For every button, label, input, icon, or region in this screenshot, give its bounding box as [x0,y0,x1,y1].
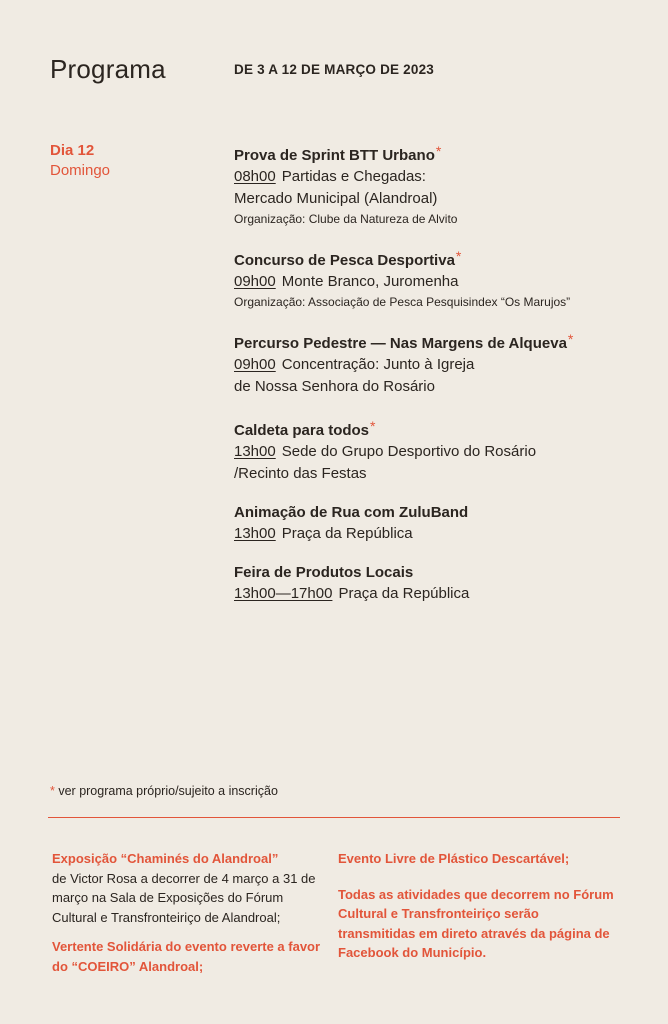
event-title [234,329,634,354]
event-time-line [234,166,634,188]
event-title-text: Percurso Pedestre — Nas Margens de Alqueva [234,335,567,352]
event-time-line [234,271,634,293]
day-weekday: Domingo [50,162,111,179]
divider [48,817,620,818]
event-time-line [234,441,634,463]
event-place-cont: de Nossa Senhora do Rosário [234,378,435,395]
footnote [50,784,278,798]
event-title [234,141,634,166]
page-title: Programa [50,54,166,84]
live-stream-note: Todas as atividades que decorrem no Fórum Cultural e Transfronteiriço serão transmitidas em direto através da página de Facebook do Município. [338,886,614,960]
exhibition-title: Exposição “Chaminés do Alandroal” [52,851,279,866]
event-item [234,563,634,605]
events-list [234,141,634,623]
asterisk-marker: * [455,248,462,264]
event-organizer: Organização: Clube da Natureza de Alvito [234,212,458,226]
event-time: 08h00 [234,168,276,185]
day-label [50,141,110,181]
event-title: Animação de Rua com ZuluBand [234,504,469,521]
event-title: Feira de Produtos Locais [234,564,414,581]
event-time-line [234,354,634,376]
event-place-cont: Mercado Municipal (Alandroal) [234,190,438,207]
event-place: Praça da República [338,585,470,602]
event-time: 13h00 [234,443,276,460]
event-time: 09h00 [234,273,276,290]
asterisk-marker: * [370,418,376,434]
event-place: Partidas e Chegadas: [281,168,426,185]
event-time-line [234,583,634,605]
event-time: 13h00—17h00 [234,585,333,602]
event-title [234,246,634,271]
event-title-text: Caldeta para todos [234,422,370,439]
exhibition-text: de Victor Rosa a decorrer de 4 março a 31 de março na Sala de Exposições do Fórum Cultural e Transfronteiriço de Alandroal; [52,870,316,925]
event-item [234,141,634,228]
event-item [234,329,634,398]
event-item [234,246,634,311]
event-time: 13h00 [234,525,276,542]
event-place-cont: /Recinto das Festas [234,465,367,482]
event-time-line [234,523,634,545]
event-place: Monte Branco, Juromenha [281,273,459,290]
event-place: Praça da República [281,525,413,542]
day-number: Dia 12 [50,142,95,159]
footer-left-column [52,849,322,986]
event-item [234,416,634,485]
event-item [234,503,634,545]
date-range: DE 3 A 12 DE MARÇO DE 2023 [234,62,435,77]
event-title [234,416,634,441]
event-title-text: Prova de Sprint BTT Urbano [234,147,435,164]
event-place: Sede do Grupo Desportivo do Rosário [281,443,537,460]
plastic-free-note: Evento Livre de Plástico Descartável; [338,851,570,866]
event-time: 09h00 [234,356,276,373]
solidarity-note: Vertente Solidária do evento reverte a favor do “COEIRO” Alandroal; [52,939,321,974]
event-title-text: Concurso de Pesca Desportiva [234,252,455,269]
asterisk-marker: * [567,331,574,347]
footer-right-column [338,849,618,979]
asterisk-marker: * [50,784,55,798]
event-place: Concentração: Junto à Igreja [281,356,475,373]
asterisk-marker: * [435,143,442,159]
event-organizer: Organização: Associação de Pesca Pesquisindex “Os Marujos” [234,295,571,309]
exhibition-info [52,849,322,927]
footnote-text: ver programa próprio/sujeito a inscrição [58,784,278,798]
